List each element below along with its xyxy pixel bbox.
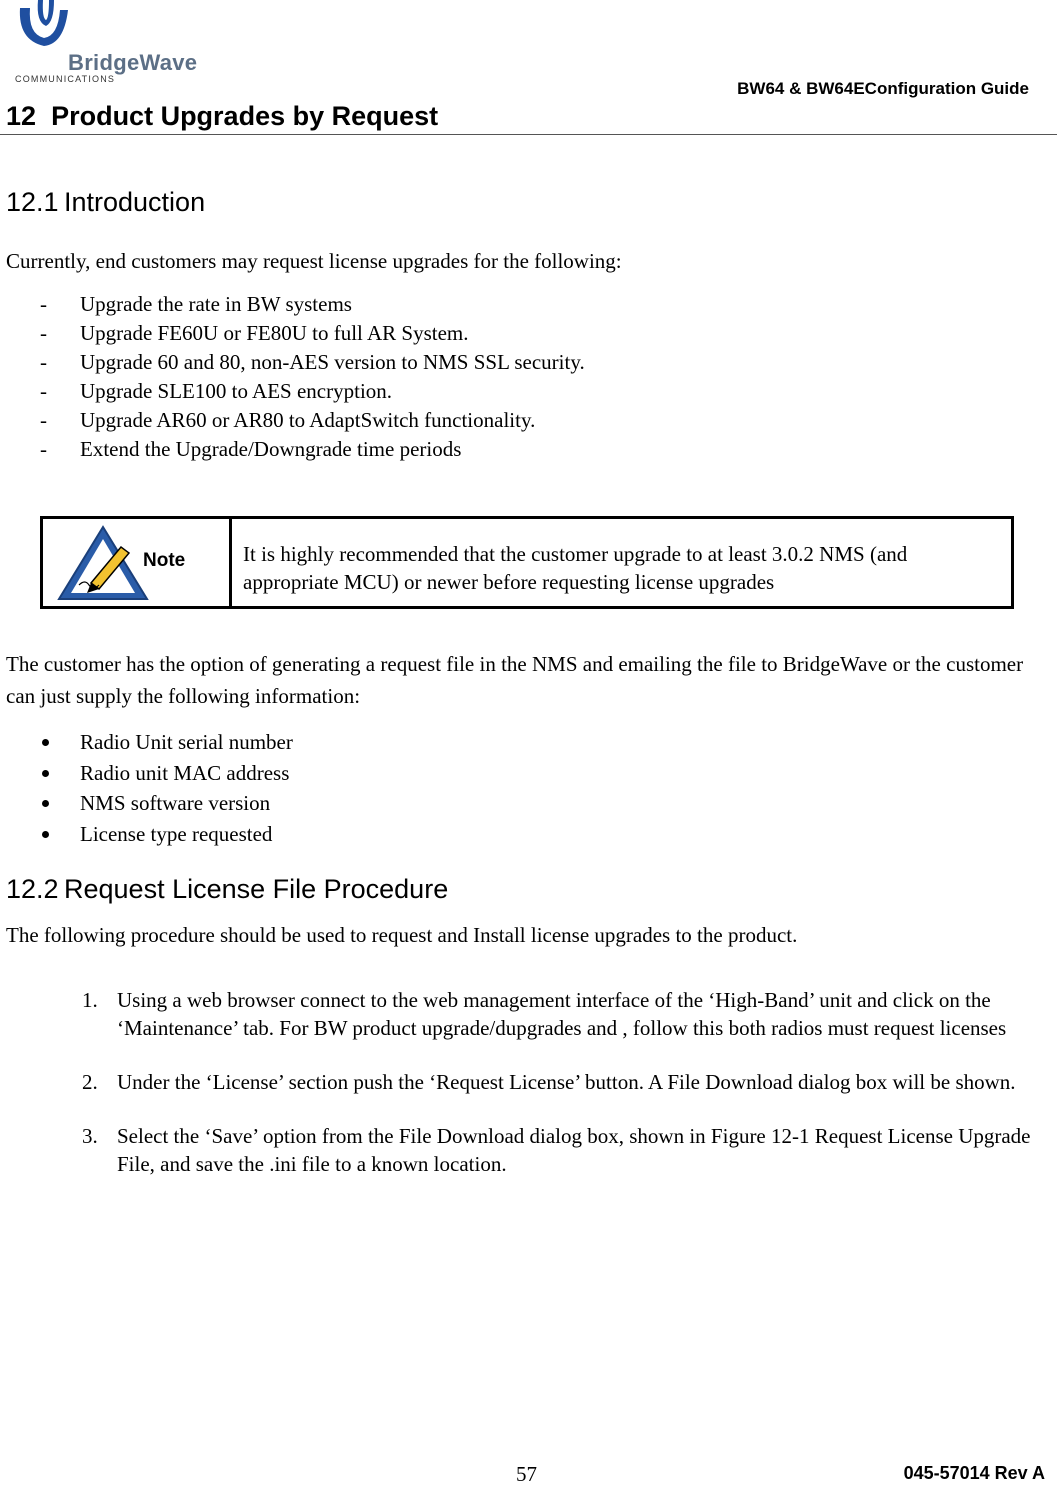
dash-marker: -: [40, 350, 47, 374]
step-number: 1.: [82, 988, 98, 1012]
section-heading-introduction: [6, 187, 205, 218]
note-box: [40, 516, 1014, 609]
dash-marker: -: [40, 321, 47, 345]
list-item: - Upgrade FE60U or FE80U to full AR System.: [6, 319, 1006, 348]
bullet-dot-icon: [42, 770, 49, 777]
chapter-number: 12: [6, 101, 37, 131]
chapter-title: Product Upgrades by Request: [51, 101, 439, 131]
list-item: NMS software version: [6, 788, 906, 819]
info-list: [6, 727, 906, 849]
chapter-heading: [6, 101, 438, 132]
note-divider: [229, 519, 232, 606]
list-item: - Upgrade AR60 or AR80 to AdaptSwitch functionality.: [6, 406, 1006, 435]
intro-paragraph: Currently, end customers may request license upgrades for the following:: [6, 249, 622, 273]
document-revision: 045-57014 Rev A: [903, 1463, 1045, 1483]
list-item: - Extend the Upgrade/Downgrade time periods: [6, 435, 1006, 464]
step-item: 2. Under the ‘License’ section push the ‘Request License’ button. A File Download dialog box will be shown.: [82, 1070, 1016, 1094]
bullet-dot-icon: [42, 831, 49, 838]
dash-marker: -: [40, 379, 47, 403]
section-title: Request License File Procedure: [64, 874, 449, 904]
list-item: - Upgrade the rate in BW systems: [6, 290, 1006, 319]
bullet-dot-icon: [42, 800, 49, 807]
step-item: 3. Select the ‘Save’ option from the File Download dialog box, shown in Figure 12-1 Request License Upgrade File, and save the .ini file to a known location.: [82, 1124, 1031, 1176]
step-number: 2.: [82, 1070, 98, 1094]
section-number: 12.2: [6, 874, 59, 904]
list-item: - Upgrade SLE100 to AES encryption.: [6, 377, 1006, 406]
dash-marker: -: [40, 408, 47, 432]
procedure-intro: The following procedure should be used to request and Install license upgrades to the product.: [6, 923, 798, 947]
section-title: Introduction: [64, 187, 206, 217]
note-text: It is highly recommended that the customer upgrade to at least 3.0.2 NMS (and appropriate MCU) or newer before requesting license upgrades: [243, 542, 908, 594]
logo-subtitle: COMMUNICATIONS: [15, 74, 116, 84]
section-heading-request-license: [6, 874, 448, 905]
list-item: Radio Unit serial number: [6, 727, 906, 758]
note-label: Note: [143, 550, 186, 571]
step-number: 3.: [82, 1124, 98, 1148]
section-number: 12.1: [6, 187, 59, 217]
dash-marker: -: [40, 437, 47, 461]
logo-wordmark: BridgeWave: [68, 50, 198, 75]
step-item: 1. Using a web browser connect to the web management interface of the ‘High-Band’ unit and click on the ‘Maintenance’ tab. For BW product upgrade/dupgrades and , follow this both radios must request licenses: [82, 988, 1007, 1040]
bullet-dot-icon: [42, 739, 49, 746]
list-item: Radio unit MAC address: [6, 758, 906, 789]
page-number: 57: [516, 1462, 537, 1486]
header-rule: [0, 134, 1057, 135]
info-paragraph: The customer has the option of generating a request file in the NMS and emailing the file to BridgeWave or the customer can just supply the following information:: [6, 652, 1024, 708]
dash-marker: -: [40, 292, 47, 316]
procedure-steps: [6, 986, 1046, 1204]
list-item: License type requested: [6, 819, 906, 850]
document-title: BW64 & BW64EConfiguration Guide: [737, 79, 1029, 98]
list-item: - Upgrade 60 and 80, non-AES version to NMS SSL security.: [6, 348, 1006, 377]
upgrade-list: [6, 290, 1006, 464]
